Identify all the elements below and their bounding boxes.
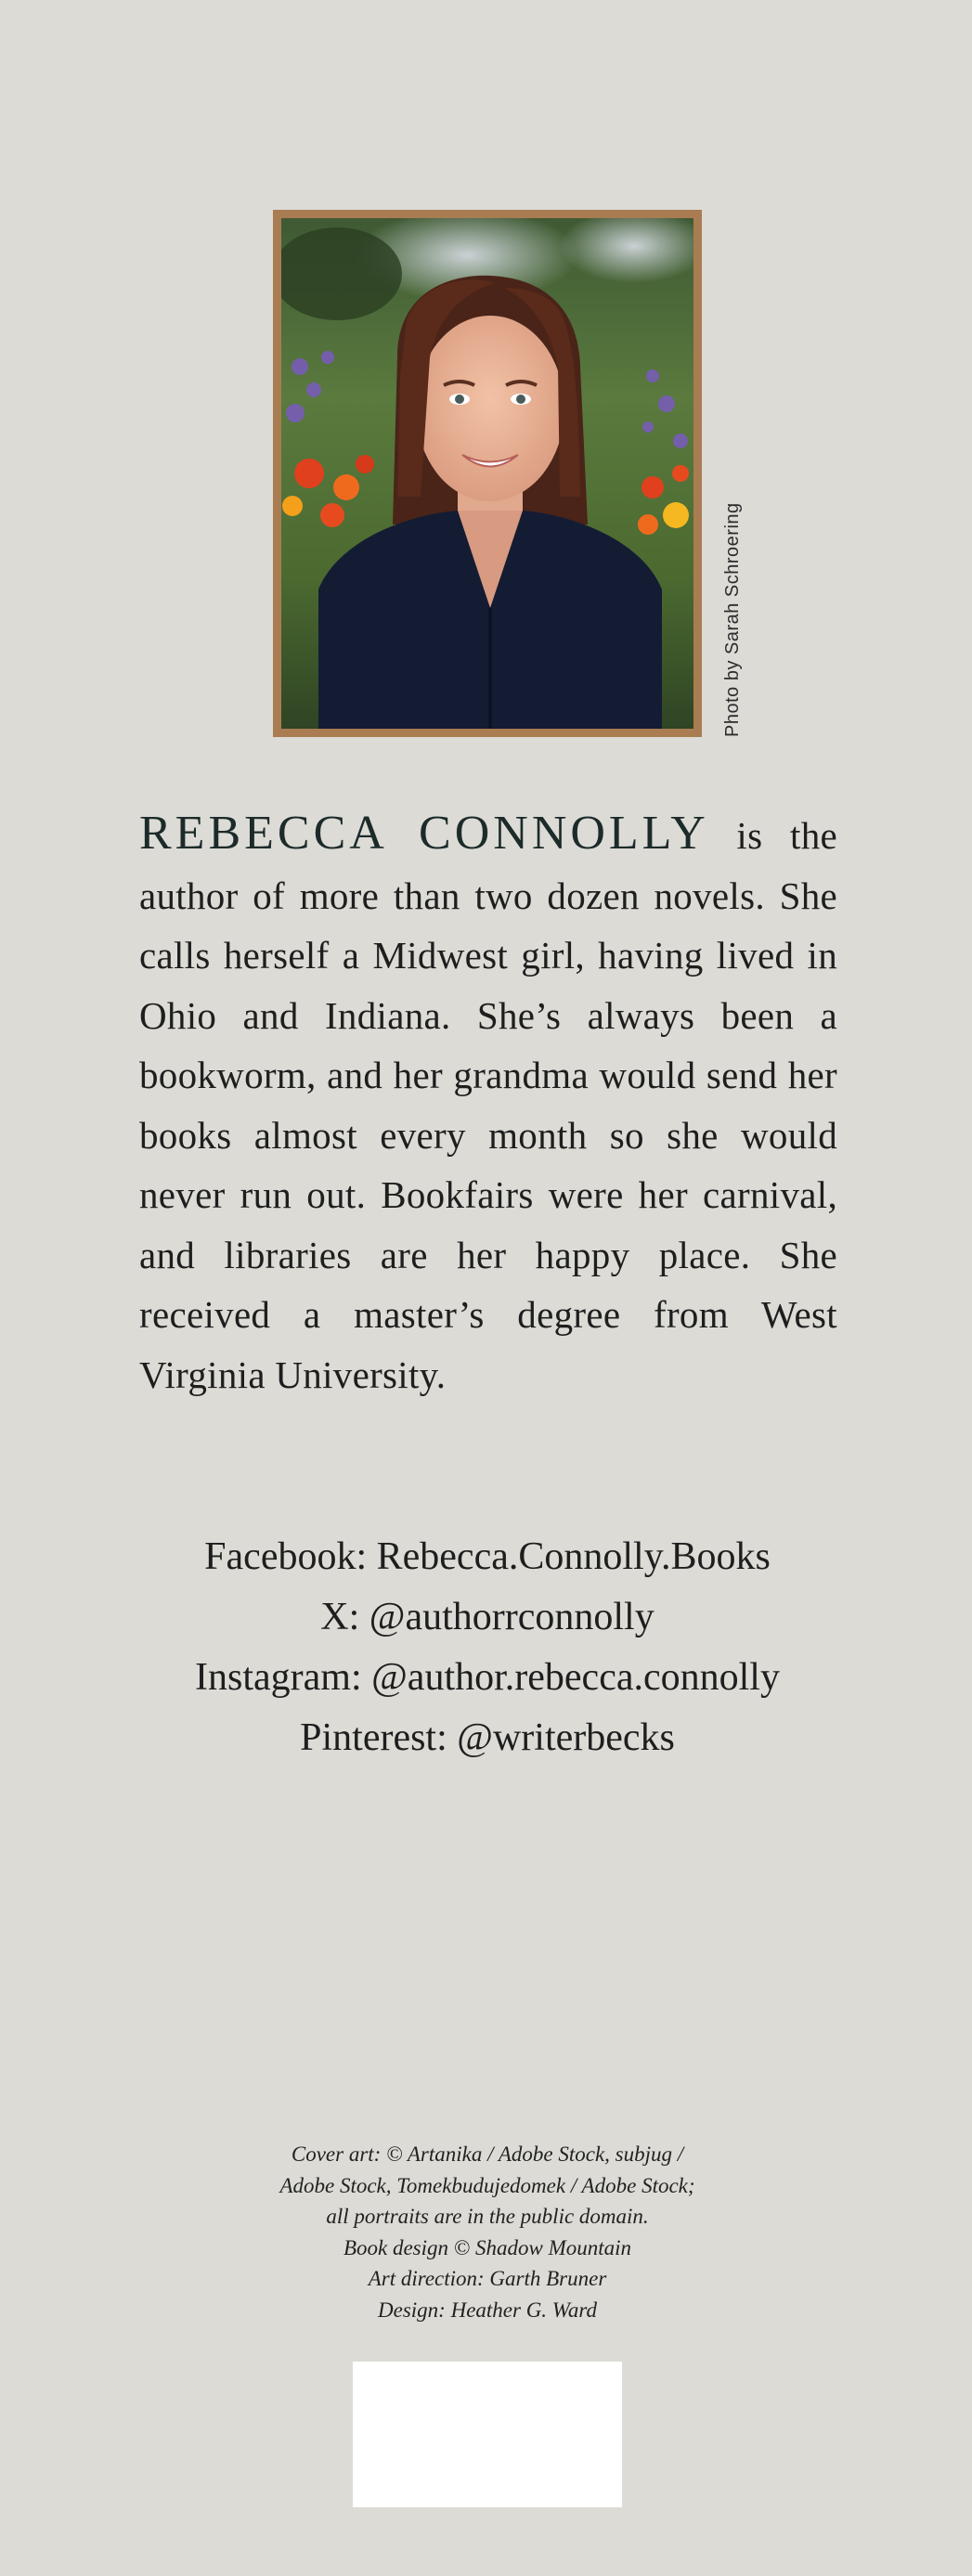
credit-line: Design: Heather G. Ward	[378, 2298, 597, 2322]
photo-credit: Photo by Sarah Schroering	[722, 502, 743, 737]
credit-line: Cover art: © Artanika / Adobe Stock, subjug /	[291, 2142, 684, 2166]
social-x: X: @authorrconnolly	[320, 1596, 654, 1638]
credit-line: all portraits are in the public domain.	[326, 2205, 649, 2229]
design-credits	[186, 2139, 789, 2326]
bio-text: is the author of more than two dozen novels. She calls herself a Midwest girl, having lived in Ohio and Indiana. She’s always been a bookworm, and her grandma would send her books almost every month so she would never run out. Bookfairs were her carnival, and libraries are her happy place. She received a master’s degree from West Virginia University.	[139, 814, 837, 1396]
social-pinterest: Pinterest: @writerbecks	[300, 1716, 675, 1759]
author-bio	[139, 804, 837, 1405]
author-name: REBECCA CONNOLLY	[139, 807, 709, 860]
social-instagram: Instagram: @author.rebecca.connolly	[195, 1656, 780, 1699]
credit-line: Book design © Shadow Mountain	[343, 2235, 632, 2259]
barcode-placeholder	[353, 2362, 622, 2507]
social-links	[93, 1527, 882, 1768]
credit-line: Adobe Stock, Tomekbudujedomek / Adobe Stock;	[279, 2173, 695, 2197]
author-portrait-image	[281, 218, 693, 729]
author-photo	[273, 210, 702, 737]
credit-line: Art direction: Garth Bruner	[368, 2267, 607, 2291]
social-facebook: Facebook: Rebecca.Connolly.Books	[204, 1535, 771, 1578]
